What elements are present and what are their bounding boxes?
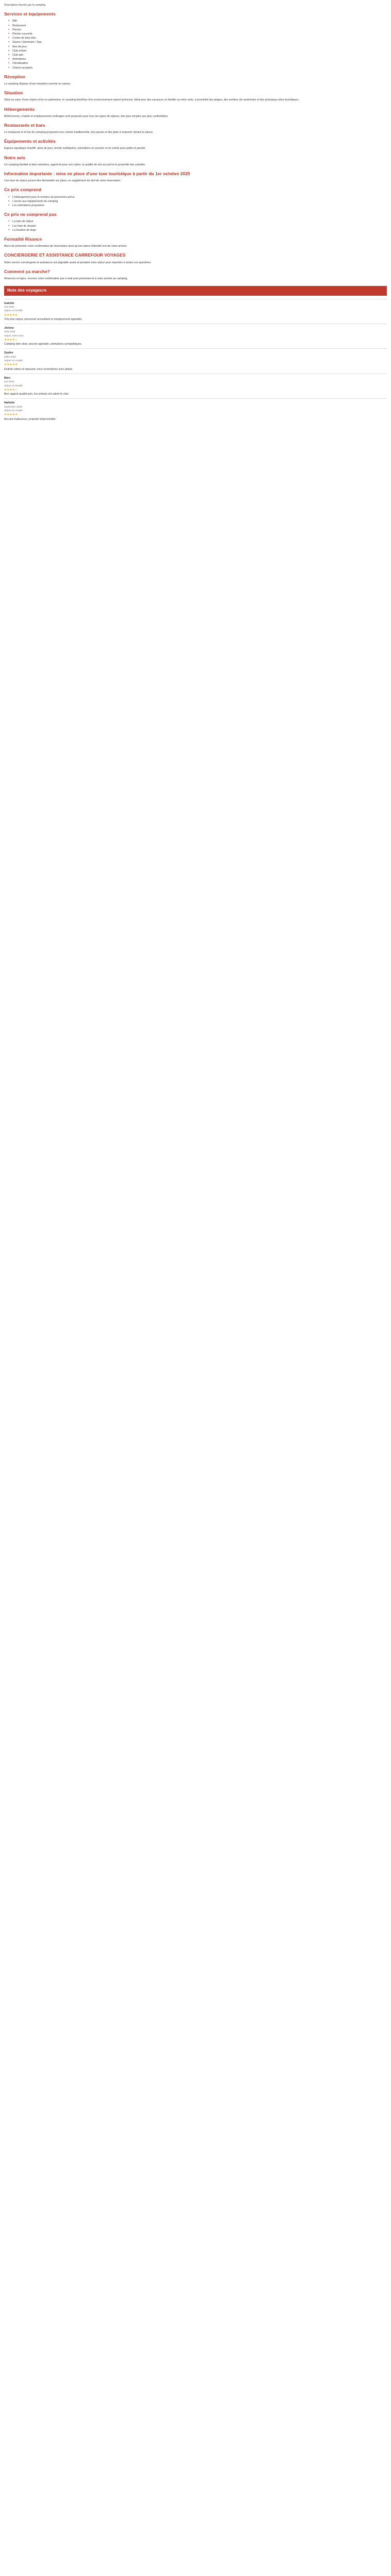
- section-text: Un camping familial et bien entretenu, apprécié pour son calme, la qualité de son accueil et la proximité des activités.: [4, 163, 146, 166]
- review-text: Endroit calme et reposant, nous reviendrons avec plaisir.: [4, 367, 73, 371]
- reviews-list: [4, 299, 387, 421]
- section-title: Services et équipements: [4, 11, 56, 17]
- review-author: Sophie: [4, 351, 13, 355]
- review-text: Bon rapport qualité-prix, les enfants ont adoré le club.: [4, 393, 69, 396]
- list-item: ■ Chiens acceptés: [12, 66, 387, 70]
- section-title: Formalité Risance: [4, 236, 42, 242]
- review-date: juillet 2025: [4, 355, 16, 359]
- section-list: [4, 219, 387, 232]
- list-item: ■ La location de linge: [12, 228, 387, 232]
- review-date: septembre 2025: [4, 405, 22, 409]
- section-text: Une taxe de séjour pourra être demandée sur place, en supplément du tarif de votre réservation.: [4, 179, 121, 183]
- list-item: ■ La taxe de séjour: [12, 219, 387, 224]
- section-title: Information importante : mise en place d'une taxe touristique à partir du 1er octobre 2025: [4, 171, 190, 177]
- list-item: ■ Club ado: [12, 53, 387, 57]
- list-item: ■ Club enfant: [12, 49, 387, 53]
- section-title: Réception: [4, 74, 26, 79]
- section-list: [4, 195, 387, 208]
- section-text: Notre service conciergerie et assistance est joignable avant et pendant votre séjour pour répondre à toutes vos questions.: [4, 261, 152, 264]
- review-type: Séjour en couple: [4, 360, 23, 363]
- reviews-banner: Note des voyageurs: [4, 286, 387, 295]
- review-rating: ★★★★★: [4, 363, 18, 367]
- list-item: ■ Centre de bien-être: [12, 36, 387, 40]
- list-item: ■ L'hébergement pour le nombre de personnes prévu: [12, 195, 387, 199]
- section-text: Situé au cœur d'une région riche en patrimoine, le camping bénéficie d'un environnement naturel préservé, idéal pour des vacances en famille ou entre amis, à proximité des plages, des sentiers de randonnée et des principaux sites touristiques.: [4, 98, 300, 102]
- review-item: [4, 398, 387, 421]
- review-text: Camping bien situé, piscine agréable, animations sympathiques.: [4, 343, 83, 346]
- review-text: Accueil chaleureux, propreté irréprochable.: [4, 417, 56, 421]
- review-rating: ★★★★★: [4, 413, 18, 417]
- section-title: Notre avis: [4, 155, 26, 160]
- section-title: Situation: [4, 90, 23, 96]
- section-text: Le camping dispose d'une réception ouverte en saison.: [4, 82, 71, 86]
- review-author: Jérôme: [4, 326, 14, 330]
- review-item: [4, 374, 387, 396]
- review-date: mai 2025: [4, 306, 14, 309]
- sections-container: [4, 11, 387, 281]
- review-text: Très bon séjour, personnel accueillant et emplacement agréable.: [4, 317, 83, 321]
- list-item: ■ Les frais de dossier: [12, 224, 387, 228]
- section-title: Ce prix ne comprend pas: [4, 212, 57, 217]
- review-rating: ★★★★★: [4, 313, 18, 317]
- section-text: Le restaurant et le bar du camping proposent une cuisine traditionnelle, des pizzas et des plats à emporter durant la saison.: [4, 131, 154, 134]
- review-item: [4, 299, 387, 321]
- section-title: Équipements et activités: [4, 139, 56, 144]
- review-type: Séjour en famille: [4, 310, 23, 313]
- list-item: ■ Aire de jeux: [12, 45, 387, 49]
- list-item: ■ Sauna / Hammam / Spa: [12, 40, 387, 44]
- list-item: ■ Wifi: [12, 19, 387, 23]
- review-type: Séjour en couple: [4, 409, 23, 412]
- section-text: Merci de présenter votre confirmation de réservation ainsi qu'une pièce d'identité lors de votre arrivée.: [4, 245, 127, 248]
- review-author: Isabelle: [4, 301, 14, 305]
- section-list: [4, 19, 387, 70]
- intro-text: Description fournie par le camping: [4, 4, 46, 7]
- review-rating: ★★★★☆: [4, 388, 18, 392]
- section-text: Espace aquatique chauffé, aires de jeux, terrain multisports, animations en journée et en soirée pour petits et grands.: [4, 147, 146, 150]
- section-title: Comment ça marche?: [4, 268, 50, 274]
- list-item: ■ Piscine: [12, 28, 387, 32]
- page-root: [0, 0, 391, 427]
- list-item: ■ Animations: [12, 57, 387, 61]
- section-title: Restaurants et bars: [4, 122, 45, 128]
- review-rating: ★★★★☆: [4, 338, 18, 342]
- review-date: août 2025: [4, 331, 15, 334]
- section-text: Mobil-homes, chalets et emplacements ombragés sont proposés pour tous les types de séjours, des plus simples aux plus confortables.: [4, 114, 169, 118]
- review-item: [4, 348, 387, 371]
- section-title: Hébergements: [4, 106, 35, 112]
- section-title: CONCIERGERIE ET ASSISTANCE CARREFOUR VOYAGES: [4, 252, 126, 258]
- list-item: ■ Piscine couverte: [12, 32, 387, 36]
- list-item: ■ Climatisation: [12, 61, 387, 65]
- review-type: Séjour en famille: [4, 384, 23, 387]
- review-author: Marc: [4, 376, 11, 380]
- list-item: ■ Restaurant: [12, 24, 387, 28]
- list-item: ■ L'accès aux équipements du camping: [12, 199, 387, 204]
- review-item: [4, 324, 387, 346]
- review-date: juin 2025: [4, 381, 14, 384]
- list-item: ■ Les animations proposées: [12, 204, 387, 208]
- section-text: Réservez en ligne, recevez votre confirmation par e-mail puis présentez-la à votre arrivée au camping.: [4, 277, 128, 280]
- review-author: Nathalie: [4, 401, 15, 405]
- review-type: Séjour entre amis: [4, 334, 24, 337]
- section-title: Ce prix comprend: [4, 187, 42, 193]
